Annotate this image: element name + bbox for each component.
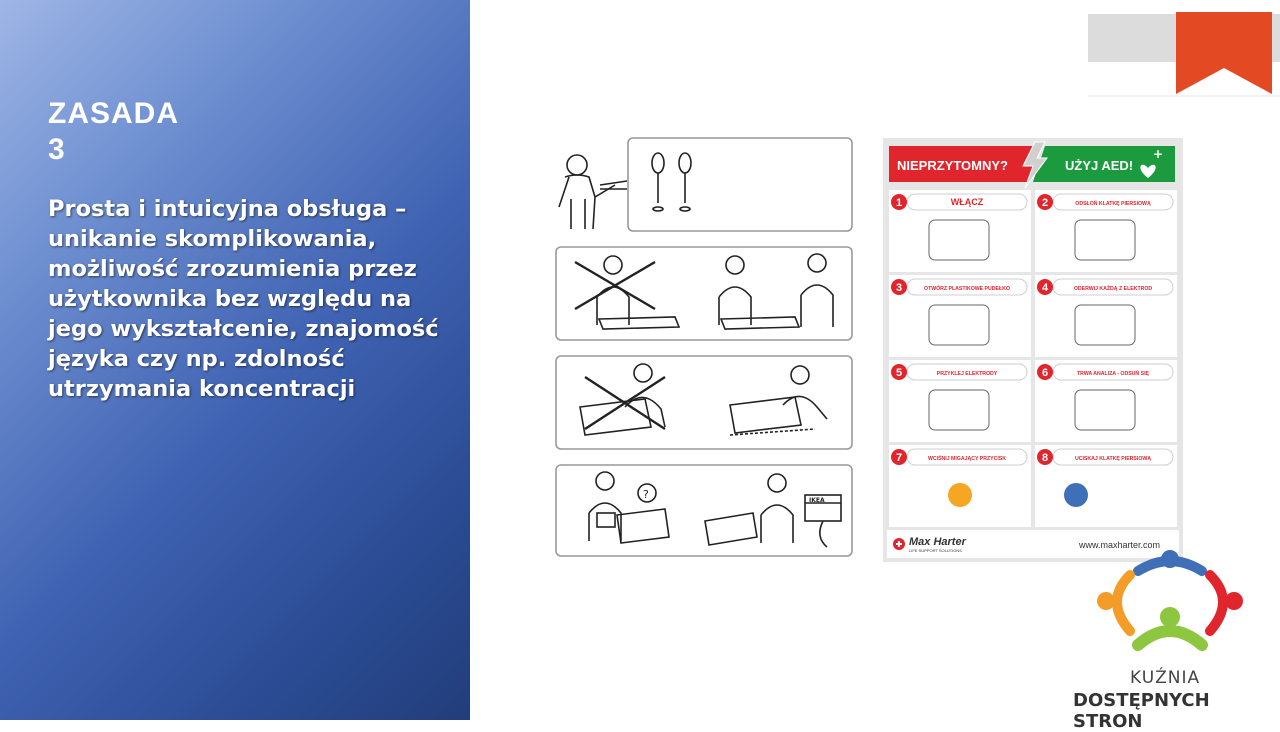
instruction-panel-4 <box>556 465 852 556</box>
aed-step-label: WŁĄCZ <box>950 197 984 207</box>
aed-step-label: UCISKAJ KLATKĘ PIERSIOWĄ <box>1075 456 1151 462</box>
aed-step-number: 6 <box>1041 367 1049 379</box>
aed-step-pictogram <box>1064 483 1088 507</box>
brand-line-1: KUŹNIA <box>1130 668 1201 688</box>
aed-step-label: PRZYKLEJ ELEKTRODY <box>936 371 998 377</box>
aed-step-label: ODERWIJ KAŻDĄ Z ELEKTROD <box>1073 286 1153 292</box>
instruction-panel-2 <box>556 247 852 340</box>
bookmark-ribbon <box>1176 12 1272 94</box>
aed-step-number: 8 <box>1041 452 1049 464</box>
aed-step-3 <box>889 275 1031 357</box>
svg-text:+: + <box>1153 147 1164 161</box>
aed-step-label: OTWÓRZ PLASTIKOWE PUDEŁKO <box>924 286 1010 292</box>
svg-text:?: ? <box>643 488 649 501</box>
aed-poster <box>883 138 1183 562</box>
aed-step-8 <box>1035 445 1177 527</box>
aed-footer-brand: Max Harter <box>909 536 966 548</box>
aed-step-number: 3 <box>895 282 903 294</box>
aed-step-number: 2 <box>1041 197 1049 209</box>
corner-ribbon-decoration <box>1088 12 1280 98</box>
left-panel <box>0 0 470 720</box>
kuznia-logo <box>1090 545 1250 655</box>
aed-step-number: 1 <box>895 197 903 209</box>
aed-step-2 <box>1035 190 1177 272</box>
ikea-instructions-illustration <box>555 137 853 557</box>
title-line-2: 3 <box>48 133 66 166</box>
aed-step-number: 4 <box>1041 282 1049 294</box>
slide-title <box>48 96 179 168</box>
slide-body-text: Prosta i intuicyjna obsługa – unikanie skomplikowania, możliwość zrozumienia przez użytkownika bez względu na jego wykształcenie, znajomość języka czy np. zdolność utrzymania koncentracji <box>48 196 439 402</box>
aed-step-7 <box>889 445 1031 527</box>
aed-step-5 <box>889 360 1031 442</box>
brand-line-2: DOSTĘPNYCH STRON <box>1073 690 1210 732</box>
title-line-1: ZASADA <box>48 97 179 130</box>
aed-step-1 <box>889 190 1031 272</box>
aed-step-label: WCIŚNIJ MIGAJĄCY PRZYCISK <box>927 456 1007 462</box>
instruction-panel-3 <box>556 356 852 449</box>
aed-footer-tagline: LIFE SUPPORT SOLUTIONS <box>909 548 962 553</box>
aed-step-pictogram <box>948 483 972 507</box>
aed-step-label: ODSŁOŃ KLATKĘ PIERSIOWĄ <box>1075 201 1151 207</box>
instruction-panel-1 <box>559 138 852 231</box>
aed-footer-url: www.maxharter.com <box>1079 540 1161 550</box>
aed-header-left: NIEPRZYTOMNY? <box>897 158 1008 173</box>
ikea-logo-text: IKEA <box>809 497 825 504</box>
aed-step-number: 5 <box>895 367 903 379</box>
aed-step-4 <box>1035 275 1177 357</box>
aed-step-6 <box>1035 360 1177 442</box>
aed-header-right: UŻYJ AED! <box>1065 158 1134 173</box>
aed-step-label: TRWA ANALIZA - ODSUŃ SIĘ <box>1077 371 1149 377</box>
aed-step-number: 7 <box>895 452 903 464</box>
